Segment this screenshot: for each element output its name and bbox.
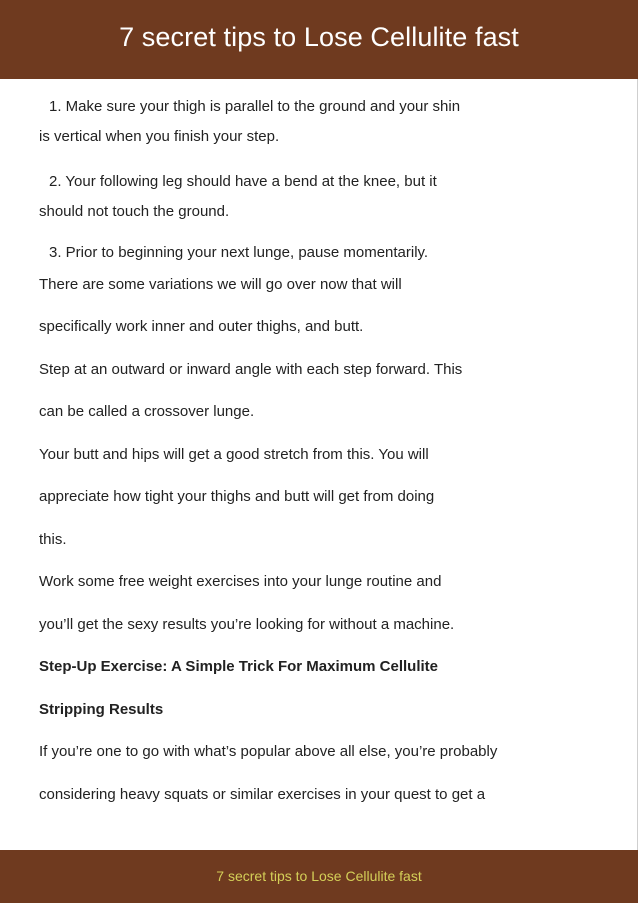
list-item-1-line-2: is vertical when you finish your step.	[39, 128, 280, 145]
paragraph-line: can be called a crossover lunge.	[39, 403, 255, 420]
paragraph-line: Your butt and hips will get a good stretch from this. You will	[39, 446, 429, 463]
section-heading-line-2: Stripping Results	[39, 701, 164, 718]
paragraph-line: you’ll get the sexy results you’re looking for without a machine.	[39, 616, 455, 633]
page-title: 7 secret tips to Lose Cellulite fast	[119, 22, 519, 52]
paragraph-line: There are some variations we will go over now that will	[39, 276, 402, 293]
paragraph-line: considering heavy squats or similar exercises in your quest to get a	[39, 786, 486, 803]
list-item-3: 3. Prior to beginning your next lunge, pause momentarily.	[49, 244, 429, 261]
paragraph-line: appreciate how tight your thighs and butt will get from doing	[39, 488, 435, 505]
list-item-2-line-2: should not touch the ground.	[39, 203, 230, 220]
paragraph-line: specifically work inner and outer thighs, and butt.	[39, 318, 364, 335]
paragraph-line: Step at an outward or inward angle with each step forward. This	[39, 361, 463, 378]
page-footer	[0, 850, 638, 903]
footer-title: 7 secret tips to Lose Cellulite fast	[216, 868, 422, 884]
section-heading-line-1: Step-Up Exercise: A Simple Trick For Maximum Cellulite	[39, 658, 439, 675]
paragraph-line: If you’re one to go with what’s popular above all else, you’re probably	[39, 743, 498, 760]
paragraph-line: this.	[39, 531, 67, 548]
list-item-1-line-1: 1. Make sure your thigh is parallel to the ground and your shin	[49, 98, 461, 115]
list-item-2-line-1: 2. Your following leg should have a bend at the knee, but it	[49, 173, 437, 190]
paragraph-line: Work some free weight exercises into your lunge routine and	[39, 573, 442, 590]
